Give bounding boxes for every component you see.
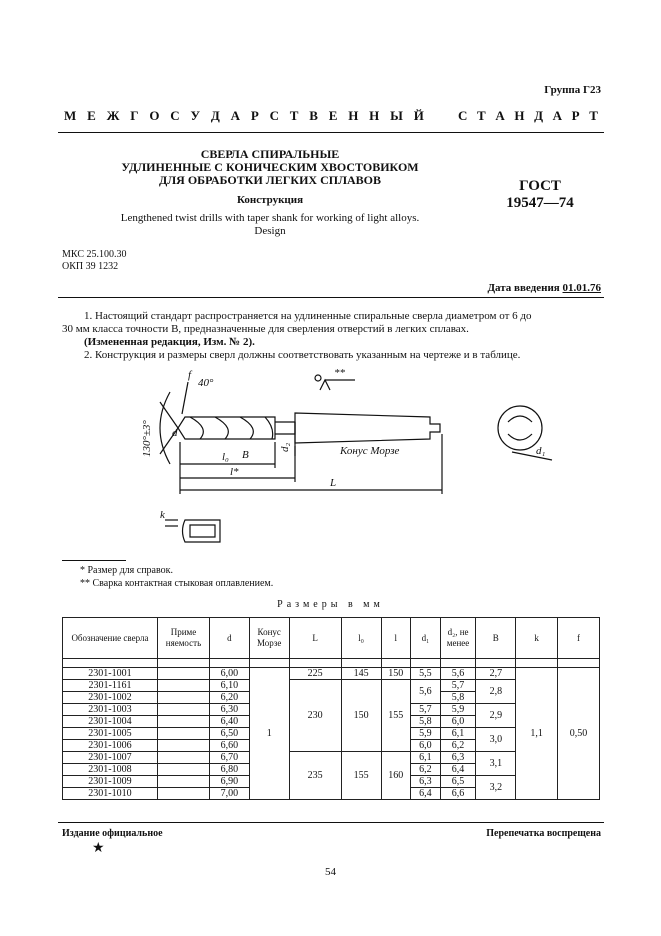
paragraph-1: 1. Настоящий стандарт распространяется на удлиненные спиральные сверла диаметром от 6 до 30 мм класса точности В, предназначенные для сверления отверстий в легких сплавах. (Измененная редакция, Изм. № 2). 2. Конструкция и размеры сверл должны соответствовать указанным на чертеже и в таблице. (62, 310, 532, 361)
document-title: СВЕРЛА СПИРАЛЬНЫЕ УДЛИНЕННЫЕ С КОНИЧЕСКИМ ХВОСТОВИКОМ ДЛЯ ОБРАБОТКИ ЛЕГКИХ СПЛАВОВ (121, 147, 419, 187)
label-d: d (172, 427, 178, 439)
table-row: 2301-1004 6,40 5,8 6,0 (63, 716, 600, 728)
col-k: k (516, 618, 558, 659)
top-rule (58, 132, 604, 133)
label-roughness: ** (334, 367, 345, 379)
footnote-rule (62, 560, 126, 561)
classification-codes: МКС 25.100.30 ОКП 39 1232 (62, 249, 127, 272)
label-B: B (242, 449, 249, 461)
label-d1: d₁ (536, 445, 546, 457)
drill-drawing (90, 362, 610, 552)
label-konus: Конус Морзе (340, 445, 400, 457)
table-row: 2301-1161 6,10 230 150 155 5,6 5,7 2,8 (63, 680, 600, 692)
table-header-row (63, 618, 600, 659)
col-d2: d₂, не менее (440, 618, 476, 659)
table-caption: Размеры в мм (277, 599, 384, 610)
col-d1: d₁ (411, 618, 441, 659)
label-l1: l* (230, 466, 239, 478)
table-row: 2301-1010 7,00 6,4 6,6 (63, 788, 600, 800)
table-row: 2301-1001 6,00 1 225 145 150 5,5 5,6 2,7 1,1 0,50 (63, 668, 600, 680)
label-l0: l₀ (222, 451, 229, 463)
reprint-prohibited: Перепечатка воспрещена (486, 828, 601, 839)
banner-left: М Е Ж Г О С У Д А Р С Т В Е Н Н Ы Й (64, 108, 424, 123)
col-l0: l₀ (341, 618, 381, 659)
table-row: 2301-1007 6,70 235 155 160 6,1 6,3 3,1 (63, 752, 600, 764)
edition-official: Издание официальное (62, 828, 163, 839)
english-title: Lengthened twist drills with taper shank for working of light alloys. Design (120, 212, 420, 237)
table-row: 2301-1002 6,20 5,8 (63, 692, 600, 704)
date-rule (58, 297, 604, 298)
banner-right: С Т А Н Д А Р Т (458, 108, 598, 123)
label-d2: d₂ (279, 442, 291, 452)
footnote-1: * Размер для справок. (80, 565, 173, 576)
footnote-2: ** Сварка контактная стыковая оплавлением. (80, 578, 274, 589)
drill-end-view (498, 406, 542, 450)
section-k (183, 520, 221, 542)
dimensions-table (62, 617, 600, 800)
table-row: 2301-1005 6,50 5,9 6,1 3,0 (63, 728, 600, 740)
col-d: d (210, 618, 250, 659)
col-applicability: Приме няемость (157, 618, 209, 659)
footer-rule (58, 822, 604, 823)
label-f: f (188, 369, 192, 381)
col-f: f (558, 618, 600, 659)
drill-flute-body (178, 417, 275, 439)
label-L: L (330, 477, 337, 489)
label-angle-40: 40° (198, 377, 214, 389)
gost-number: ГОСТ 19547—74 (506, 178, 574, 211)
page-number: 54 (325, 866, 336, 878)
col-morse: Конус Морзе (249, 618, 289, 659)
label-angle-130: 130°±3° (141, 420, 153, 457)
effective-date: Дата введения 01.01.76 (487, 282, 601, 294)
col-designation: Обозначение сверла (63, 618, 158, 659)
col-L: L (289, 618, 341, 659)
star-icon: ★ (92, 841, 105, 856)
document-subtitle: Конструкция (236, 194, 304, 206)
table-row: 2301-1006 6,60 6,0 6,2 (63, 740, 600, 752)
taper-shank (295, 413, 440, 443)
col-l: l (381, 618, 411, 659)
table-row: 2301-1008 6,80 6,2 6,4 (63, 764, 600, 776)
col-B: B (476, 618, 516, 659)
table-row: 2301-1003 6,30 5,7 5,9 2,9 (63, 704, 600, 716)
standard-banner (64, 108, 598, 124)
label-k: k (160, 509, 165, 521)
group-code: Группа Г23 (544, 84, 601, 96)
table-row: 2301-1009 6,90 6,3 6,5 3,2 (63, 776, 600, 788)
